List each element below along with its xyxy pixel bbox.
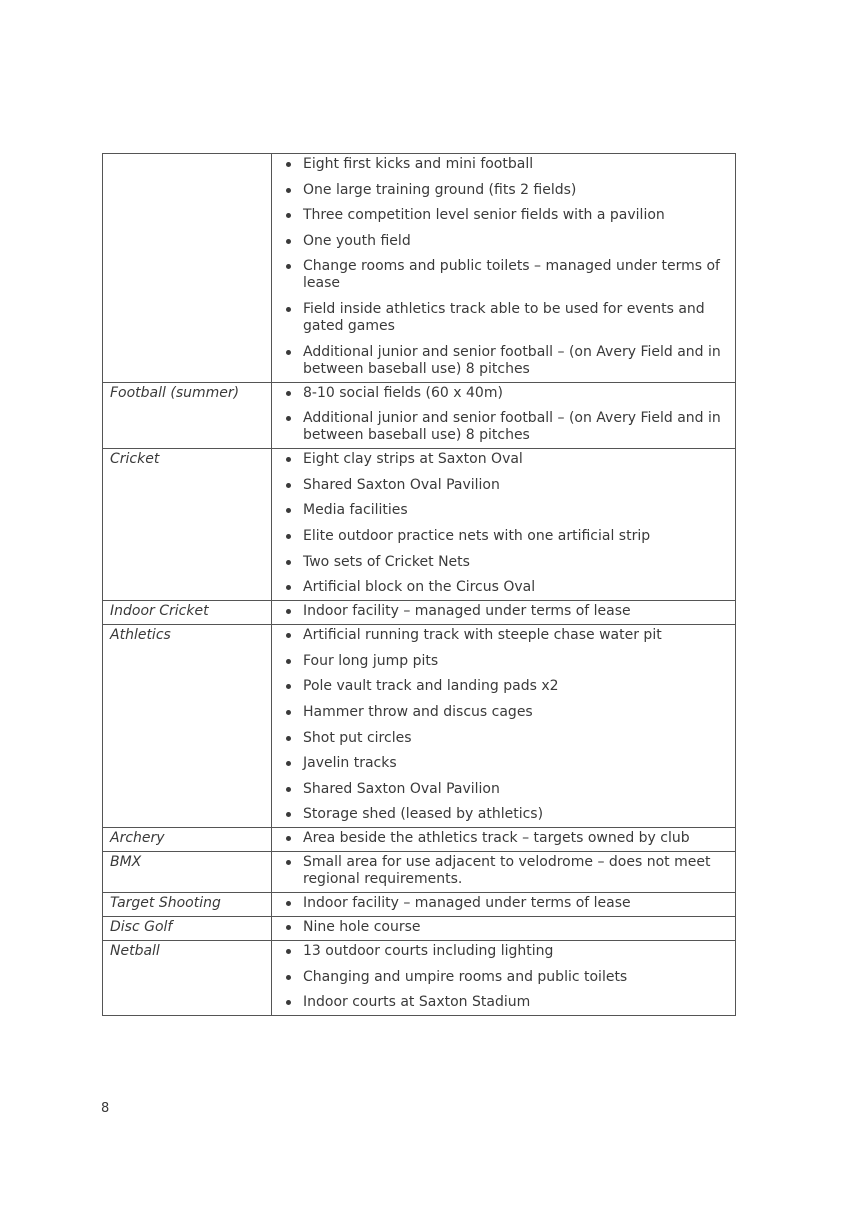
bullet-icon (286, 710, 291, 715)
category-label: Football (summer) (110, 384, 240, 401)
list-item (286, 806, 729, 823)
bullet-icon (286, 534, 291, 539)
list-item-text: Field inside athletics track able to be used for events and gated games (303, 300, 705, 334)
list-item (286, 653, 729, 670)
bullet-icon (286, 560, 291, 565)
page-number: 8 (101, 1101, 110, 1116)
list-item (286, 603, 729, 620)
bullet-icon (286, 736, 291, 741)
facility-list (272, 383, 735, 449)
bullet-icon (286, 812, 291, 817)
list-item-text: Two sets of Cricket Nets (303, 553, 470, 570)
list-item-text: Additional junior and senior football – (on Avery Field and in between baseball use) 8 pitches (303, 343, 721, 377)
facility-list (272, 828, 735, 851)
list-item-text: Artificial block on the Circus Oval (303, 579, 536, 596)
bullet-icon (286, 659, 291, 664)
facility-list (272, 917, 735, 940)
list-item (286, 781, 729, 798)
bullet-icon (286, 761, 291, 766)
category-cell (103, 382, 272, 449)
category-label: Disc Golf (110, 919, 173, 936)
list-item (286, 730, 729, 747)
list-item-text: One large training ground (fits 2 fields) (303, 181, 577, 198)
bullet-icon (286, 350, 291, 355)
list-item (286, 919, 729, 936)
list-item-text: Change rooms and public toilets – managed under terms of lease (303, 258, 720, 292)
category-label: BMX (110, 854, 142, 871)
category-cell (103, 449, 272, 601)
category-label: Indoor Cricket (110, 603, 209, 620)
category-label (103, 154, 271, 156)
list-item (286, 258, 729, 292)
list-item-text: Small area for use adjacent to velodrome – does not meet regional requirements. (303, 854, 711, 888)
bullet-icon (286, 684, 291, 689)
table-row (103, 625, 736, 828)
table-row (103, 917, 736, 941)
facilities-cell (272, 852, 736, 893)
list-item-text: 13 outdoor courts including lighting (303, 943, 554, 960)
list-item (286, 678, 729, 695)
table-row (103, 852, 736, 893)
bullet-icon (286, 1000, 291, 1005)
list-item-text: Indoor facility – managed under terms of lease (303, 895, 631, 912)
list-item (286, 627, 729, 644)
list-item (286, 182, 729, 199)
category-cell (103, 941, 272, 1016)
list-item-text: Javelin tracks (303, 755, 397, 772)
facility-list (272, 449, 735, 600)
list-item-text: Eight clay strips at Saxton Oval (303, 451, 523, 468)
table-row (103, 449, 736, 601)
list-item (286, 233, 729, 250)
list-item (286, 410, 729, 444)
list-item-text: Three competition level senior fields with a pavilion (303, 207, 665, 224)
list-item-text: Eight first kicks and mini football (303, 156, 534, 172)
category-label: Target Shooting (110, 895, 221, 912)
bullet-icon (286, 162, 291, 167)
bullet-icon (286, 264, 291, 269)
list-item-text: Pole vault track and landing pads x2 (303, 678, 559, 695)
list-item-text: Media facilities (303, 502, 408, 519)
list-item-text: Changing and umpire rooms and public toilets (303, 968, 628, 985)
list-item (286, 895, 729, 912)
bullet-icon (286, 391, 291, 396)
bullet-icon (286, 633, 291, 638)
bullet-icon (286, 483, 291, 488)
category-cell (103, 625, 272, 828)
list-item (286, 451, 729, 468)
bullet-icon (286, 188, 291, 193)
list-item-text: Elite outdoor practice nets with one artificial strip (303, 527, 651, 544)
list-item (286, 969, 729, 986)
list-item (286, 344, 729, 378)
list-item-text: Shared Saxton Oval Pavilion (303, 780, 500, 797)
bullet-icon (286, 949, 291, 954)
category-label: Cricket (110, 451, 160, 468)
facilities-cell (272, 382, 736, 449)
table-row (103, 828, 736, 852)
list-item-text: Indoor facility – managed under terms of lease (303, 603, 631, 620)
facilities-cell (272, 893, 736, 917)
category-cell (103, 601, 272, 625)
facilities-cell (272, 625, 736, 828)
list-item-text: One youth field (303, 232, 411, 249)
bullet-icon (286, 609, 291, 614)
list-item (286, 502, 729, 519)
bullet-icon (286, 307, 291, 312)
facilities-cell (272, 941, 736, 1016)
category-cell (103, 852, 272, 893)
facility-list (272, 625, 735, 827)
list-item (286, 477, 729, 494)
list-item-text: Shot put circles (303, 729, 412, 746)
list-item (286, 301, 729, 335)
list-item (286, 207, 729, 224)
bullet-icon (286, 239, 291, 244)
category-label: Athletics (110, 627, 171, 644)
list-item (286, 704, 729, 721)
bullet-icon (286, 860, 291, 865)
category-cell (103, 917, 272, 941)
category-label: Netball (110, 943, 160, 960)
list-item (286, 943, 729, 960)
category-cell (103, 893, 272, 917)
list-item (286, 830, 729, 847)
bullet-icon (286, 213, 291, 218)
facility-list (272, 941, 735, 1015)
list-item (286, 554, 729, 571)
facilities-table-body (103, 154, 736, 1016)
table-row (103, 601, 736, 625)
bullet-icon (286, 836, 291, 841)
list-item-text: Shared Saxton Oval Pavilion (303, 476, 500, 493)
list-item-text: 8-10 social fields (60 x 40m) (303, 384, 503, 401)
facilities-cell (272, 601, 736, 625)
bullet-icon (286, 925, 291, 930)
bullet-icon (286, 416, 291, 421)
list-item (286, 579, 729, 596)
table-row (103, 382, 736, 449)
bullet-icon (286, 508, 291, 513)
facility-list (272, 601, 735, 624)
list-item (286, 994, 729, 1011)
facilities-cell (272, 917, 736, 941)
bullet-icon (286, 975, 291, 980)
list-item-text: Area beside the athletics track – targets owned by club (303, 830, 690, 847)
facilities-cell (272, 449, 736, 601)
bullet-icon (286, 787, 291, 792)
category-label: Archery (110, 830, 165, 847)
list-item (286, 755, 729, 772)
facilities-cell (272, 154, 736, 383)
list-item-text: Additional junior and senior football – (on Avery Field and in between baseball use) 8 pitches (303, 410, 721, 444)
facility-list (272, 893, 735, 916)
list-item (286, 385, 729, 402)
list-item (286, 156, 729, 173)
category-cell (103, 154, 272, 383)
category-cell (103, 828, 272, 852)
bullet-icon (286, 585, 291, 590)
list-item-text: Hammer throw and discus cages (303, 703, 533, 720)
list-item (286, 528, 729, 545)
list-item-text: Four long jump pits (303, 652, 439, 669)
facility-list (272, 852, 735, 892)
list-item-text: Indoor courts at Saxton Stadium (303, 994, 531, 1011)
facility-list (272, 154, 735, 382)
facilities-cell (272, 828, 736, 852)
facilities-table (102, 153, 736, 1016)
table-row (103, 941, 736, 1016)
list-item-text: Nine hole course (303, 919, 421, 936)
list-item-text: Artificial running track with steeple chase water pit (303, 627, 662, 644)
bullet-icon (286, 457, 291, 462)
bullet-icon (286, 901, 291, 906)
table-row (103, 893, 736, 917)
table-row (103, 154, 736, 383)
list-item-text: Storage shed (leased by athletics) (303, 806, 544, 823)
list-item (286, 854, 729, 888)
